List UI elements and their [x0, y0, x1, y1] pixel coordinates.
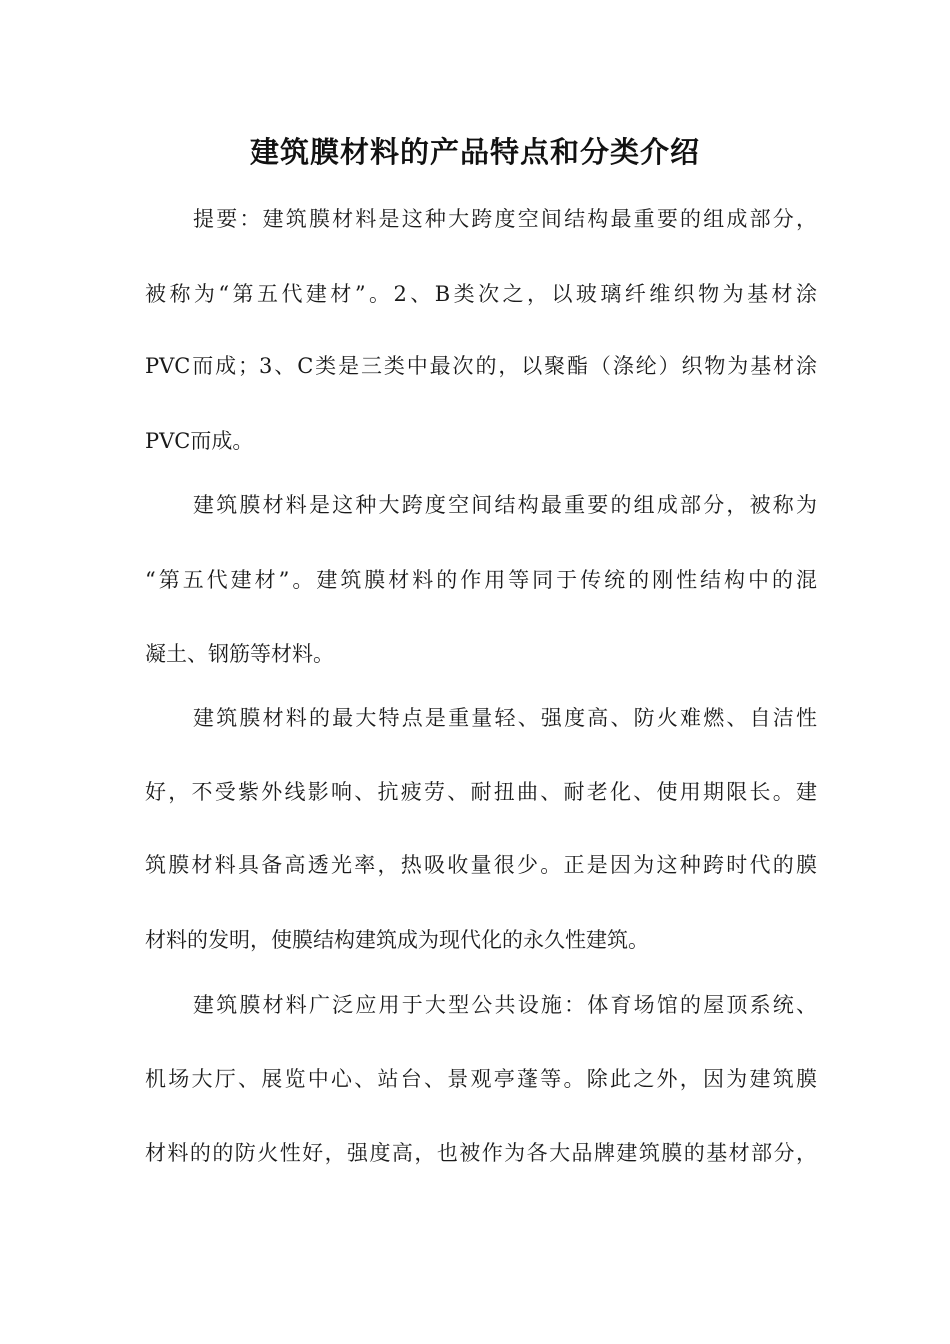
paragraph-line: 材料的发明，使膜结构建筑成为现代化的永久性建筑。 [145, 928, 649, 952]
paragraph-line: 建筑膜材料是这种大跨度空间结构最重要的组成部分，被称为 [193, 493, 817, 517]
document-title: 建筑膜材料的产品特点和分类介绍 [249, 135, 700, 169]
paragraph-line: 材料的的防火性好，强度高，也被作为各大品牌建筑膜的基材部分， [145, 1141, 817, 1165]
paragraph-line: 凝土、钢筋等材料。 [145, 642, 334, 666]
paragraph-line: 好，不受紫外线影响、抗疲劳、耐扭曲、耐老化、使用期限长。建 [145, 780, 817, 804]
paragraph-line: 建筑膜材料的最大特点是重量轻、强度高、防火难燃、自洁性 [193, 706, 817, 730]
paragraph-line: 被称为“第五代建材”。2、B类次之，以玻璃纤维织物为基材涂 [145, 282, 817, 306]
paragraph-line: 筑膜材料具备高透光率，热吸收量很少。正是因为这种跨时代的膜 [145, 853, 817, 877]
paragraph-line: “第五代建材”。建筑膜材料的作用等同于传统的刚性结构中的混 [145, 568, 817, 592]
paragraph-line: 建筑膜材料广泛应用于大型公共设施：体育场馆的屋顶系统、 [193, 993, 817, 1017]
paragraph-line: 提要：建筑膜材料是这种大跨度空间结构最重要的组成部分， [193, 207, 817, 231]
paragraph-line: 机场大厅、展览中心、站台、景观亭蓬等。除此之外，因为建筑膜 [145, 1067, 817, 1091]
paragraph-line: PVC而成。 [145, 429, 254, 453]
paragraph-line: PVC而成；3、C类是三类中最次的，以聚酯（涤纶）织物为基材涂 [145, 354, 817, 378]
